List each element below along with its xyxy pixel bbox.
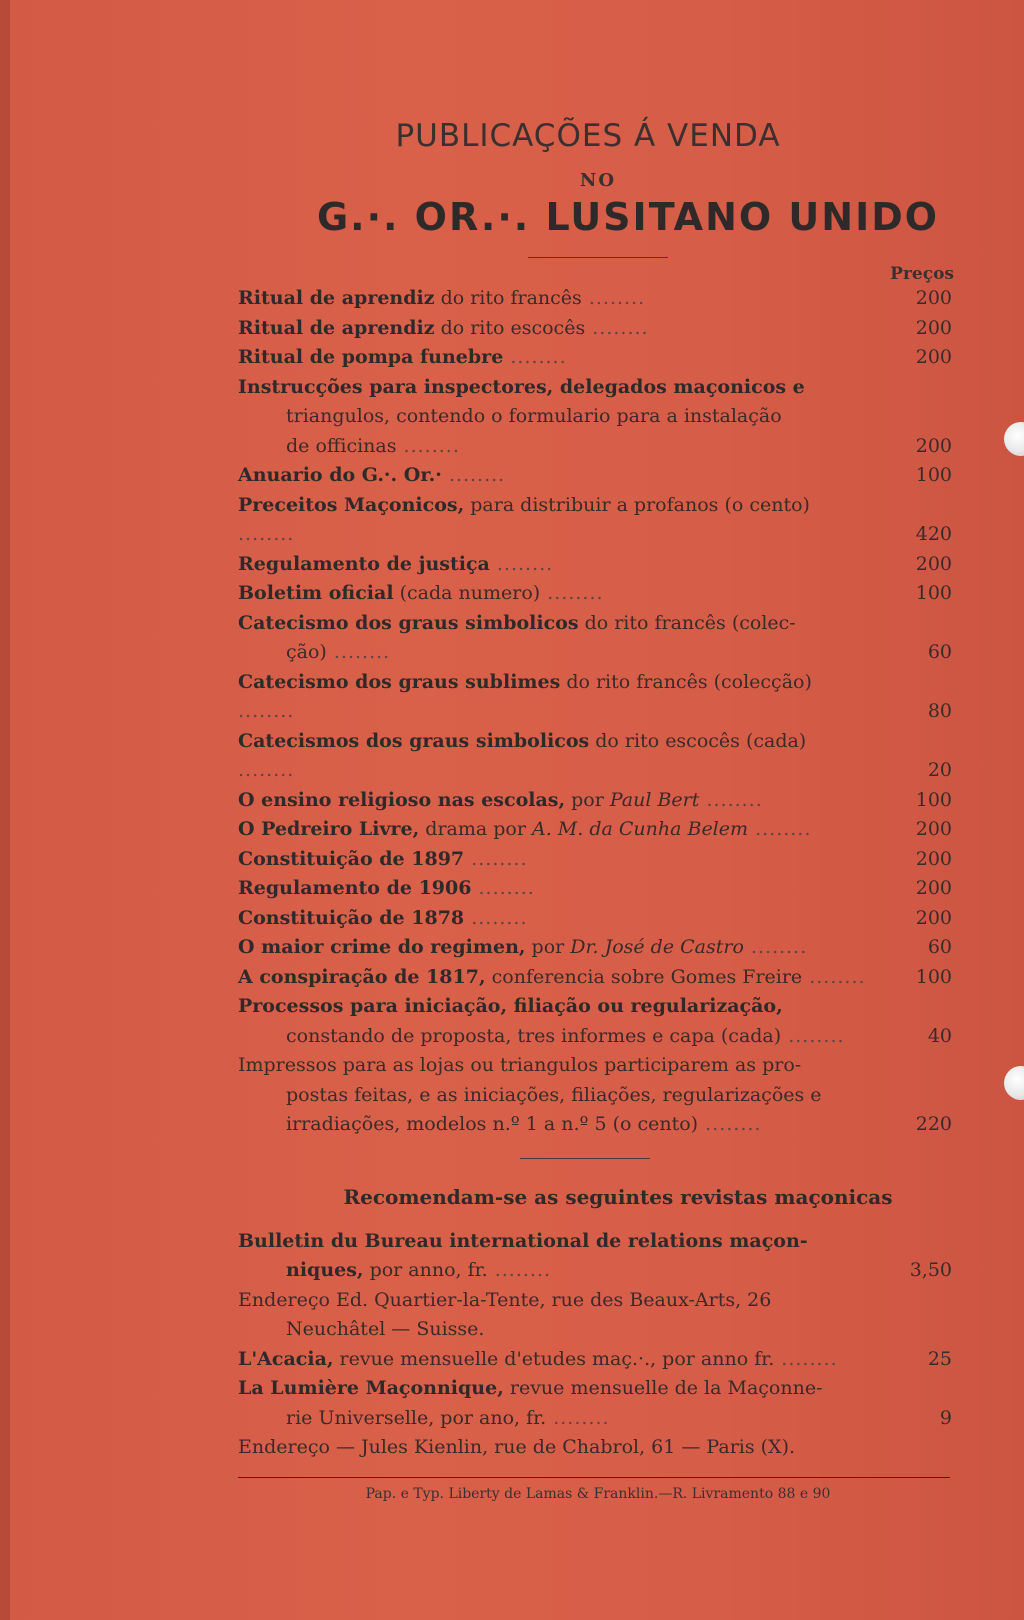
item-text	[238, 992, 868, 1022]
list-item	[238, 1256, 958, 1286]
list-item	[238, 963, 958, 993]
list-item	[238, 1433, 958, 1463]
item-title: Catecismos dos graus simbolicos	[238, 729, 590, 752]
item-text	[238, 1315, 868, 1345]
leader-dots: ........	[487, 1259, 552, 1281]
list-item	[238, 1051, 958, 1081]
item-description: drama por	[419, 818, 532, 840]
leader-dots: ........	[774, 1347, 838, 1370]
item-author: A. M. da Cunha Belem	[532, 818, 749, 840]
item-price: 100	[915, 965, 952, 988]
leader-dots: ........	[781, 1024, 845, 1047]
list-item	[238, 874, 958, 904]
list-item	[238, 1110, 958, 1140]
item-description: do rito escocês (cada)	[589, 729, 807, 752]
leader-dots: ........	[471, 877, 535, 899]
leader-dots: ........	[743, 936, 808, 958]
item-title: A conspiração de 1817,	[238, 965, 486, 988]
item-text	[238, 1374, 868, 1404]
list-item	[238, 1022, 958, 1052]
item-text	[238, 461, 868, 491]
item-price: 200	[915, 434, 952, 457]
printer-imprint: Pap. e Typ. Liberty de Lamas & Franklin.—R. Livramento 88 e 90	[365, 1485, 831, 1502]
item-description: do rito francês	[434, 287, 582, 309]
item-text	[238, 1345, 868, 1375]
item-price: 200	[915, 847, 952, 870]
list-item	[238, 1315, 958, 1345]
leader-dots: ........	[396, 434, 460, 457]
item-title: niques,	[286, 1259, 364, 1281]
item-price: 25	[927, 1347, 952, 1370]
item-price: 100	[915, 582, 952, 604]
list-item	[238, 343, 958, 373]
list-item	[238, 1227, 958, 1257]
list-item	[238, 314, 958, 344]
item-text	[238, 491, 868, 550]
item-description: por	[525, 936, 571, 958]
item-price: 40	[927, 1024, 952, 1047]
item-price: 60	[927, 641, 952, 663]
item-text	[238, 668, 868, 727]
item-text	[238, 550, 868, 580]
item-title: Catecismo dos graus simbolicos	[238, 611, 579, 634]
item-title: Processos para iniciação, filiação ou regularização,	[238, 995, 783, 1017]
list-item	[238, 402, 958, 432]
list-item	[238, 491, 958, 550]
item-title: La Lumière Maçonnique,	[238, 1377, 504, 1399]
binding-hole-bottom	[1004, 1066, 1024, 1100]
leader-dots: ........	[464, 847, 528, 870]
item-description: de officinas	[286, 434, 397, 457]
item-text	[238, 786, 868, 816]
item-title: Constituição de 1897	[238, 847, 465, 870]
item-price: 60	[927, 936, 952, 958]
item-text	[238, 1286, 868, 1316]
item-price: 200	[915, 316, 952, 339]
item-title: Anuario do G.·. Or.·	[238, 464, 442, 486]
item-title: Constituição de 1878	[238, 906, 465, 929]
list-item	[238, 1081, 958, 1111]
item-price: 80	[927, 700, 952, 722]
list-item	[238, 373, 958, 403]
item-price: 3,50	[909, 1259, 952, 1281]
item-text	[238, 1022, 868, 1052]
item-title: Boletim oficial	[238, 582, 394, 604]
recommend-heading: Recomendam-se as seguintes revistas maçonicas	[343, 1184, 893, 1209]
leader-dots: ........	[699, 788, 763, 811]
item-title: O maior crime do regimen,	[238, 936, 526, 958]
item-text	[238, 432, 868, 462]
item-description: Neuchâtel — Suisse.	[286, 1318, 485, 1340]
list-item	[238, 727, 958, 786]
item-price: 220	[915, 1113, 952, 1135]
item-text	[238, 638, 868, 668]
item-author: Dr. José de Castro	[570, 936, 744, 958]
item-title: Ritual de pompa funebre	[238, 346, 504, 368]
item-text	[238, 1227, 868, 1257]
item-description: do rito francês (colec-	[578, 611, 796, 634]
organization-name: G.·. OR.·. LUSITANO UNIDO	[316, 195, 940, 239]
list-item	[238, 668, 958, 727]
item-price: 200	[915, 906, 952, 929]
item-title: O ensino religioso nas escolas,	[238, 788, 566, 811]
item-text	[238, 815, 868, 845]
item-text	[238, 402, 868, 432]
item-description: por anno, fr.	[363, 1259, 488, 1281]
footer-rule	[238, 1477, 950, 1478]
item-description: do rito francês (colecção)	[560, 670, 812, 693]
item-text	[238, 579, 868, 609]
list-item	[238, 1345, 958, 1375]
item-description: Endereço — Jules Kienlin, rue de Chabrol, 61 — Paris (X).	[238, 1436, 796, 1458]
item-price: 200	[915, 877, 952, 899]
item-text	[238, 314, 868, 344]
leader-dots: ........	[546, 1406, 610, 1429]
item-text	[238, 1404, 868, 1434]
item-title: Ritual de aprendiz	[238, 287, 435, 309]
list-item	[238, 1286, 958, 1316]
item-description: Endereço Ed. Quartier-la-Tente, rue des Beaux-Arts, 26	[238, 1288, 772, 1311]
item-title: Bulletin du Bureau international de relations maçon-	[238, 1229, 808, 1252]
list-item	[238, 1374, 958, 1404]
item-description: postas feitas, e as iniciações, filiações, regularizações e	[286, 1083, 822, 1106]
item-author: Paul Bert	[609, 788, 700, 811]
list-item	[238, 550, 958, 580]
item-title: Preceitos Maçonicos,	[238, 493, 465, 516]
journals-list	[238, 1227, 958, 1463]
list-item	[238, 579, 958, 609]
item-title: O Pedreiro Livre,	[238, 818, 420, 840]
item-title: Regulamento de justiça	[238, 552, 490, 575]
item-description: irradiações, modelos n.º 1 a n.º 5 (o cento)	[286, 1113, 699, 1135]
divider	[528, 257, 668, 258]
item-description: revue mensuelle d'etudes maç.·., por anno fr.	[333, 1347, 775, 1370]
leader-dots: ........	[581, 287, 646, 309]
item-description: conferencia sobre Gomes Freire	[485, 965, 803, 988]
leader-dots: ........	[585, 316, 649, 339]
item-price: 100	[915, 788, 952, 811]
item-price: 420	[915, 523, 952, 545]
leader-dots: ........	[464, 906, 528, 929]
item-description: ção)	[286, 641, 327, 663]
item-text	[238, 284, 868, 314]
list-item	[238, 1404, 958, 1434]
item-description: constando de proposta, tres informes e capa (cada)	[286, 1024, 782, 1047]
item-text	[238, 1256, 868, 1286]
item-text	[238, 933, 868, 963]
list-item	[238, 786, 958, 816]
item-text	[238, 1110, 868, 1140]
item-text	[238, 1051, 868, 1081]
item-price: 200	[915, 552, 952, 575]
item-price: 200	[915, 346, 952, 368]
list-item	[238, 638, 958, 668]
list-item	[238, 461, 958, 491]
subtitle-no: NO	[579, 170, 617, 191]
leader-dots: ........	[540, 582, 604, 604]
list-item	[238, 815, 958, 845]
list-item	[238, 432, 958, 462]
document-content	[238, 118, 958, 1502]
leader-dots: ........	[802, 965, 866, 988]
item-price: 200	[915, 818, 952, 840]
list-item	[238, 284, 958, 314]
leader-dots: ........	[489, 552, 554, 575]
list-item	[238, 609, 958, 639]
item-description: revue mensuelle de la Maçonne-	[503, 1377, 823, 1399]
publications-list	[238, 284, 958, 1140]
item-text	[238, 963, 868, 993]
leader-dots: ........	[441, 464, 506, 486]
item-text	[238, 845, 868, 875]
item-description: para distribuir a profanos (o cento)	[464, 493, 810, 516]
leader-dots: ........	[698, 1113, 762, 1135]
item-title: L'Acacia,	[238, 1347, 334, 1370]
item-description: do rito escocês	[434, 316, 586, 339]
leader-dots: ........	[238, 700, 295, 722]
item-description: rie Universelle, por ano, fr.	[286, 1406, 547, 1429]
page-title: PUBLICAÇÕES Á VENDA	[395, 118, 781, 154]
item-title: Regulamento de 1906	[238, 877, 472, 899]
item-price: 20	[927, 759, 952, 781]
list-item	[238, 992, 958, 1022]
list-item	[238, 933, 958, 963]
item-text	[238, 1081, 868, 1111]
leader-dots: ........	[748, 818, 812, 840]
item-title: Ritual de aprendiz	[238, 316, 435, 339]
item-text	[238, 904, 868, 934]
item-price: 100	[915, 464, 952, 486]
leader-dots: ........	[238, 759, 295, 781]
leader-dots: ........	[503, 346, 567, 368]
paper-edge	[0, 0, 10, 1620]
item-description: por	[565, 788, 610, 811]
item-description: Impressos para as lojas ou triangulos participarem as pro-	[238, 1054, 802, 1076]
divider	[520, 1158, 650, 1159]
item-price: 200	[915, 287, 952, 309]
item-text	[238, 874, 868, 904]
item-text	[238, 343, 868, 373]
item-price: 9	[939, 1406, 952, 1429]
binding-hole-top	[1004, 422, 1024, 456]
item-text	[238, 373, 868, 403]
prices-column-header: Preços	[890, 264, 954, 284]
item-text	[238, 727, 868, 786]
item-text	[238, 1433, 868, 1463]
leader-dots: ........	[238, 523, 295, 545]
item-text	[238, 609, 868, 639]
list-item	[238, 845, 958, 875]
item-title: Instrucções para inspectores, delegados maçonicos e	[238, 375, 805, 398]
item-description: triangulos, contendo o formulario para a instalação	[286, 405, 782, 427]
item-title: Catecismo dos graus sublimes	[238, 670, 561, 693]
item-description: (cada numero)	[393, 582, 541, 604]
list-item	[238, 904, 958, 934]
leader-dots: ........	[326, 641, 391, 663]
